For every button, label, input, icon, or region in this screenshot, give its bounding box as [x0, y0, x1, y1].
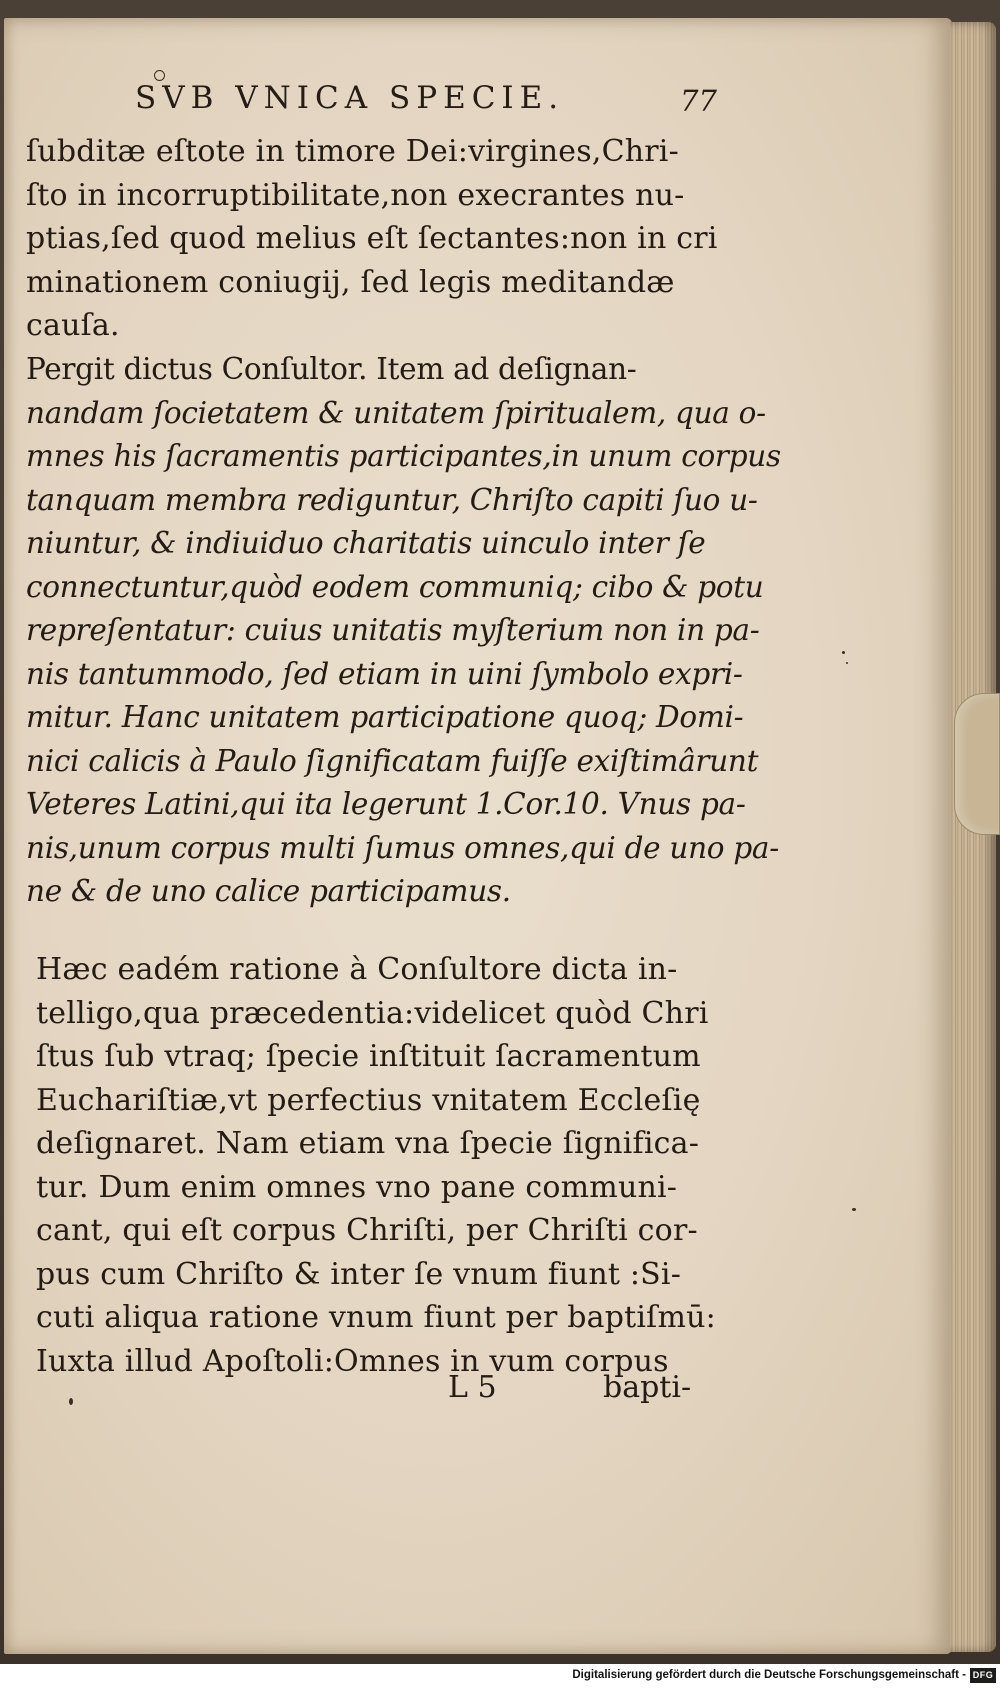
credit-bar [0, 1664, 1000, 1691]
text-line: tur. Dum enim omnes vno pane communi- [36, 1169, 678, 1205]
page-tab [954, 693, 1000, 835]
dfg-logo-icon: DFG [970, 1668, 996, 1683]
text-line: connectuntur,quòd eodem communiq; cibo & potu [26, 569, 764, 604]
text-line: ſtus ſub vtraq; ſpecie inſtituit ſacramentum [36, 1039, 701, 1074]
text-line: Hæc eadém ratione à Conſultore dicta in- [36, 952, 678, 987]
text-line: telligo,qua præcedentia:videlicet quòd Chri [36, 995, 709, 1031]
text-line: ſto in incorruptibilitate,non execrantes nu- [26, 177, 685, 213]
text-line: repreſentatur: cuius unitatis myſterium non in pa- [26, 613, 760, 647]
page-footer [0, 1370, 760, 1414]
text-line: ne & de uno calice participamus. [26, 874, 511, 908]
text-line: deſignaret. Nam etiam vna ſpecie ſignifica- [36, 1126, 700, 1161]
text-line: ſubditæ eſtote in timore Dei:virgines,Chri- [26, 134, 679, 169]
text-line: nici calicis à Paulo ſignificatam fuiſſe exiſtimârunt [26, 743, 759, 778]
text-line: cant, qui eſt corpus Chriſti, per Chriſti cor- [36, 1213, 698, 1248]
text-line: mnes his ſacramentis participantes,in unum corpus [26, 439, 781, 473]
running-head: SVB VNICA SPECIE. [135, 80, 565, 116]
catchword: bapti- [603, 1370, 692, 1405]
text-line: nis tantummodo, ſed etiam in uini ſymbolo expri- [26, 656, 743, 691]
text-line: nandam ſocietatem & unitatem ſpiritualem, qua o- [26, 395, 766, 430]
paragraph-2 [26, 348, 781, 914]
text-line: minationem coniugij, ſed legis meditandæ [26, 264, 675, 300]
text-line: pus cum Chriſto & inter ſe vnum fiunt :Si- [36, 1256, 682, 1292]
page-header [135, 80, 735, 130]
text-line: niuntur, & indiuiduo charitatis uinculo inter ſe [26, 526, 706, 560]
text-line: Iuxta illud Apoſtoli:Omnes in vum corpus [36, 1343, 669, 1379]
text-line: cauſa. [26, 308, 120, 343]
ink-speck [846, 662, 848, 664]
signature-mark: L 5 [448, 1370, 497, 1405]
ink-speck [852, 1208, 856, 1211]
text-line: cuti aliqua ratione vnum fiunt per baptiſmū: [36, 1300, 716, 1335]
text-line: nis,unum corpus multi ſumus omnes,qui de uno pa- [26, 830, 779, 865]
text-line: tanquam membra rediguntur, Chriſto capiti ſuo u- [26, 482, 758, 517]
text-line: ptias,ſed quod melius eſt ſectantes:non in cri [26, 221, 718, 256]
paragraph-1 [26, 130, 736, 348]
text-line: Veteres Latini,qui ita legerunt 1.Cor.10. Vnus pa- [26, 787, 746, 821]
funding-credit: Digitalisierung gefördert durch die Deutsche Forschungsgemeinschaft - [572, 1669, 966, 1681]
text-line: Pergit dictus Conſultor. Item ad deſignan- [26, 352, 637, 386]
text-line: mitur. Hanc unitatem participatione quoq; Domi- [26, 700, 744, 734]
page-number: 77 [680, 84, 717, 118]
text-line: Euchariſtiæ,vt perfectius vnitatem Eccleſię [36, 1082, 701, 1118]
page-block-edge [950, 22, 996, 1652]
ink-speck [842, 651, 845, 654]
paragraph-3 [36, 948, 746, 1383]
